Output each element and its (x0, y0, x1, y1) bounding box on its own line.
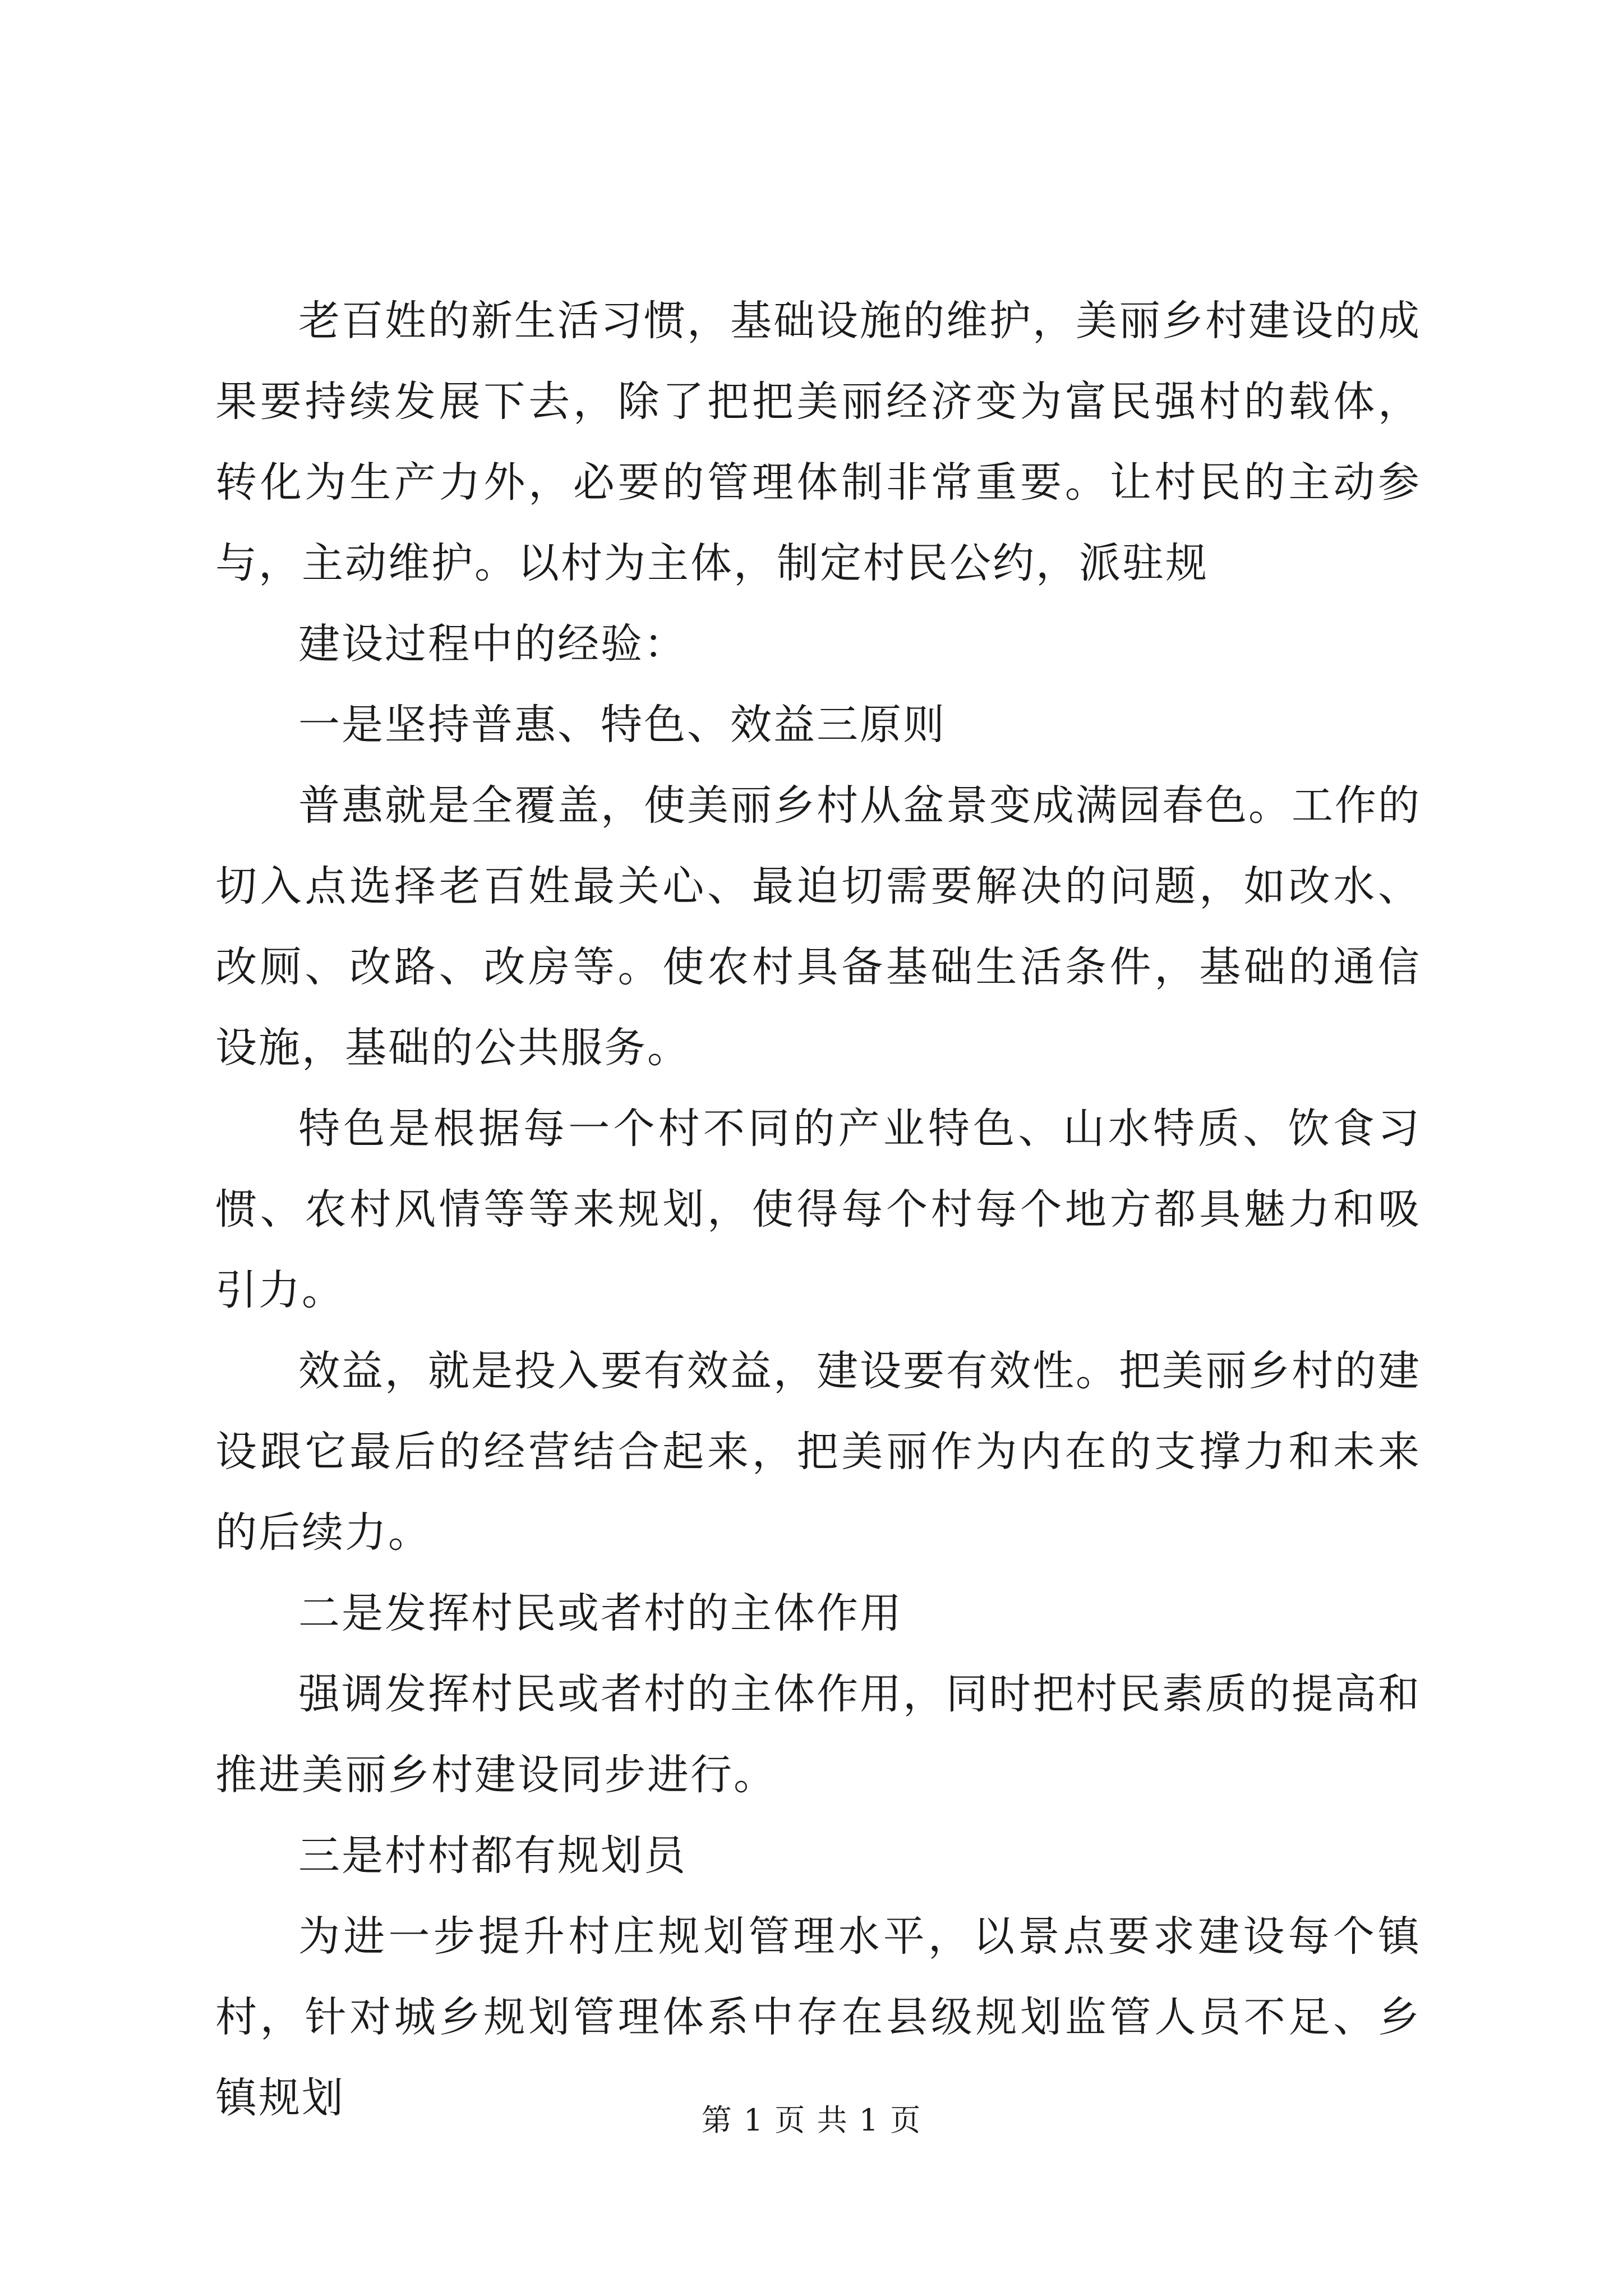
paragraph-2: 建设过程中的经验： (298, 620, 687, 668)
paragraph-8: 强调发挥村民或者村的主体作用，同时把村民素质的提高和推进美丽乡村建设同步进行。 (215, 1670, 1421, 1799)
paragraph-10: 为进一步提升村庄规划管理水平，以景点要求建设每个镇村，针对城乡规划管理体系中存在县级规划监管人员不足、乡镇规划 (215, 1912, 1421, 2122)
document-body (215, 280, 1421, 2138)
paragraph-5: 特色是根据每一个村不同的产业特色、山水特质、饮食习惯、农村风情等等来规划，使得每个村每个地方都具魅力和吸引力。 (215, 1105, 1421, 1314)
page-footer: 第 1 页 共 1 页 (701, 2102, 922, 2138)
paragraph-1: 老百姓的新生活习惯，基础设施的维护，美丽乡村建设的成果要持续发展下去，除了把把美丽经济变为富民强村的载体，转化为生产力外，必要的管理体制非常重要。让村民的主动参与，主动维护。以村为主体，制定村民公约，派驻规 (215, 297, 1421, 587)
paragraph-9: 三是村村都有规划员 (298, 1832, 687, 1880)
paragraph-7: 二是发挥村民或者村的主体作用 (298, 1589, 903, 1637)
paragraph-6: 效益，就是投入要有效益，建设要有效性。把美丽乡村的建设跟它最后的经营结合起来，把美丽作为内在的支撑力和未来的后续力。 (215, 1347, 1421, 1557)
paragraph-4: 普惠就是全覆盖，使美丽乡村从盆景变成满园春色。工作的切入点选择老百姓最关心、最迫切需要解决的问题，如改水、改厕、改路、改房等。使农村具备基础生活条件，基础的通信设施，基础的公共服务。 (215, 781, 1421, 1072)
paragraph-3: 一是坚持普惠、特色、效益三原则 (298, 701, 946, 749)
